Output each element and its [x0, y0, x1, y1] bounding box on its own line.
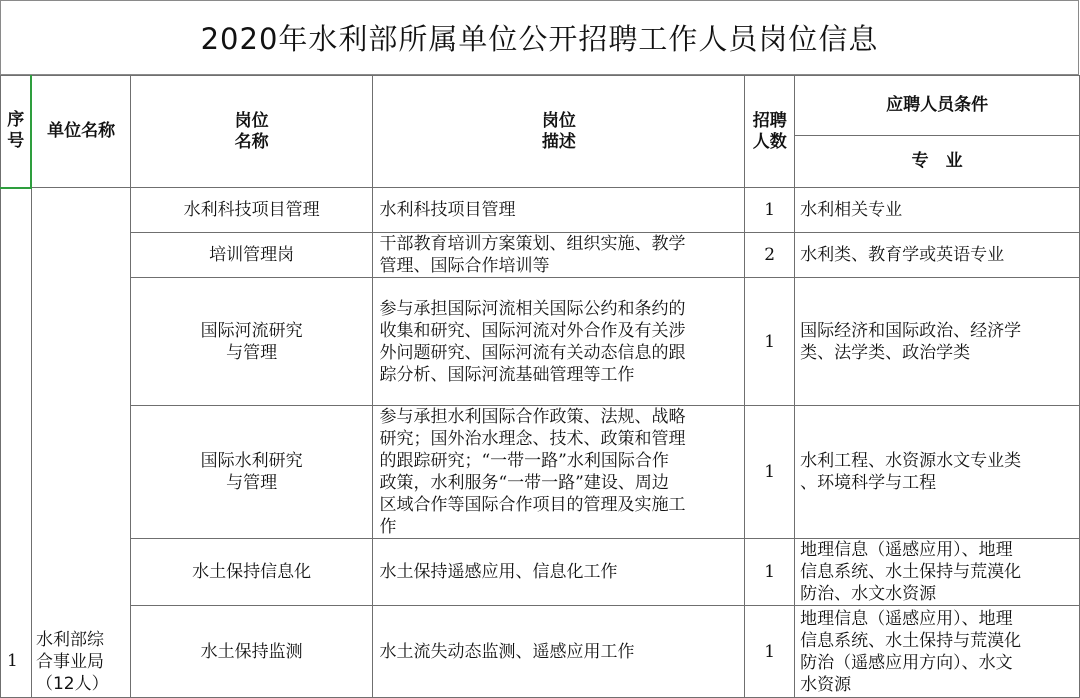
cell-count: 1	[745, 606, 795, 698]
cell-post-desc: 干部教育培训方案策划、组织实施、教学 管理、国际合作培训等	[373, 233, 745, 278]
job-table	[0, 75, 1080, 698]
cell-major: 水利类、教育学或英语专业	[795, 233, 1080, 278]
cell-post-desc: 水利科技项目管理	[373, 188, 745, 233]
header-requirements: 应聘人员条件	[795, 76, 1080, 136]
cell-major: 水利相关专业	[795, 188, 1080, 233]
cell-post-name: 国际河流研究 与管理	[130, 278, 373, 406]
cell-count: 1	[745, 406, 795, 539]
cell-count: 1	[745, 539, 795, 606]
group-unit: 水利部综 合事业局 （12人）	[31, 188, 130, 698]
header-unit: 单位名称	[31, 76, 130, 188]
header-count: 招聘 人数	[745, 76, 795, 188]
table-row	[1, 606, 1080, 698]
cell-major: 国际经济和国际政治、经济学 类、法学类、政治学类	[795, 278, 1080, 406]
cell-post-name: 水土保持监测	[130, 606, 373, 698]
table-row	[1, 539, 1080, 606]
header-no: 序 号	[1, 76, 32, 188]
cell-post-name: 培训管理岗	[130, 233, 373, 278]
cell-count: 1	[745, 278, 795, 406]
cell-post-desc: 参与承担国际河流相关国际公约和条约的 收集和研究、国际河流对外合作及有关涉 外问题研究、国际河流有关动态信息的跟 踪分析、国际河流基础管理等工作	[373, 278, 745, 406]
header-major: 专 业	[795, 136, 1080, 188]
cell-major: 水利工程、水资源水文专业类 、环境科学与工程	[795, 406, 1080, 539]
table-title: 2020年水利部所属单位公开招聘工作人员岗位信息	[0, 0, 1079, 75]
group-no: 1	[1, 188, 32, 698]
table-row	[1, 188, 1080, 233]
table-row	[1, 406, 1080, 539]
cell-post-name: 水土保持信息化	[130, 539, 373, 606]
cell-post-desc: 参与承担水利国际合作政策、法规、战略 研究；国外治水理念、技术、政策和管理 的跟踪研究；“一带一路”水利国际合作 政策，水利服务“一带一路”建设、周边 区域合作等国际合作项目的管理及实施工 作	[373, 406, 745, 539]
cell-count: 2	[745, 233, 795, 278]
cell-count: 1	[745, 188, 795, 233]
cell-post-desc: 水土流失动态监测、遥感应用工作	[373, 606, 745, 698]
table-body	[1, 188, 1080, 698]
header-post-desc: 岗位 描述	[373, 76, 745, 188]
cell-post-name: 国际水利研究 与管理	[130, 406, 373, 539]
table-row	[1, 278, 1080, 406]
cell-post-desc: 水土保持遥感应用、信息化工作	[373, 539, 745, 606]
table-row	[1, 233, 1080, 278]
cell-major: 地理信息（遥感应用）、地理 信息系统、水土保持与荒漠化 防治（遥感应用方向）、水文 水资源	[795, 606, 1080, 698]
cell-major: 地理信息（遥感应用）、地理 信息系统、水土保持与荒漠化 防治、水文水资源	[795, 539, 1080, 606]
header-post-name: 岗位 名称	[130, 76, 373, 188]
cell-post-name: 水利科技项目管理	[130, 188, 373, 233]
